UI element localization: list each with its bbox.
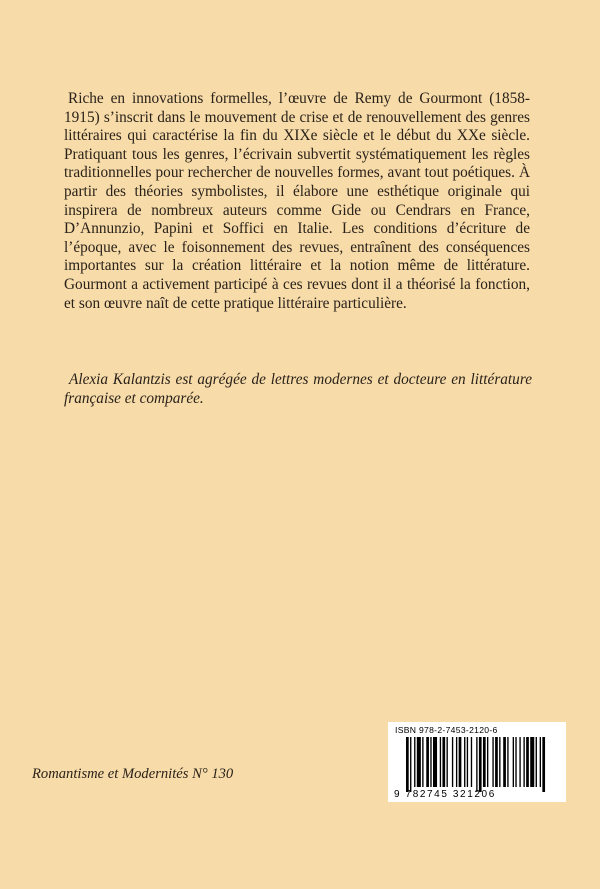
blurb-paragraph: Riche en innovations formelles, l’œuvre de Remy de Gourmont (1858-1915) s’inscrit dans le mouvement de crise et de renouvellement des genres littéraires qui caractérise la fin du XIXe siècle et le début du XXe siècle. Pratiquant tous les genres, l’écrivain subvertit systématiquement les règles traditionnelles pour rechercher de nouvelles formes, avant tout poétiques. À partir des théories symbolistes, il élabore une esthétique originale qui inspirera de nombreux auteurs comme Gide ou Cendrars en France, D’Annunzio, Papini et Soffici en Italie. Les conditions d’écriture de l’époque, avec le foisonnement des revues, entraînent des conséquences importantes sur la création littéraire et la notion même de littérature. Gourmont a activement participé à ces revues dont il a théorisé la fonction, et son œuvre naît de cette pratique littéraire particulière. bbox=[64, 90, 530, 312]
isbn-number: ISBN 978-2-7453-2120-6 bbox=[395, 725, 498, 735]
author-biography: Alexia Kalantzis est agrégée de lettres modernes et docteure en littérature française et comparée. bbox=[64, 371, 532, 407]
series-title: Romantisme et Modernités N° 130 bbox=[32, 766, 234, 782]
ean-digits: 9 782745 321206 bbox=[394, 789, 496, 800]
isbn-barcode-block bbox=[388, 722, 566, 802]
